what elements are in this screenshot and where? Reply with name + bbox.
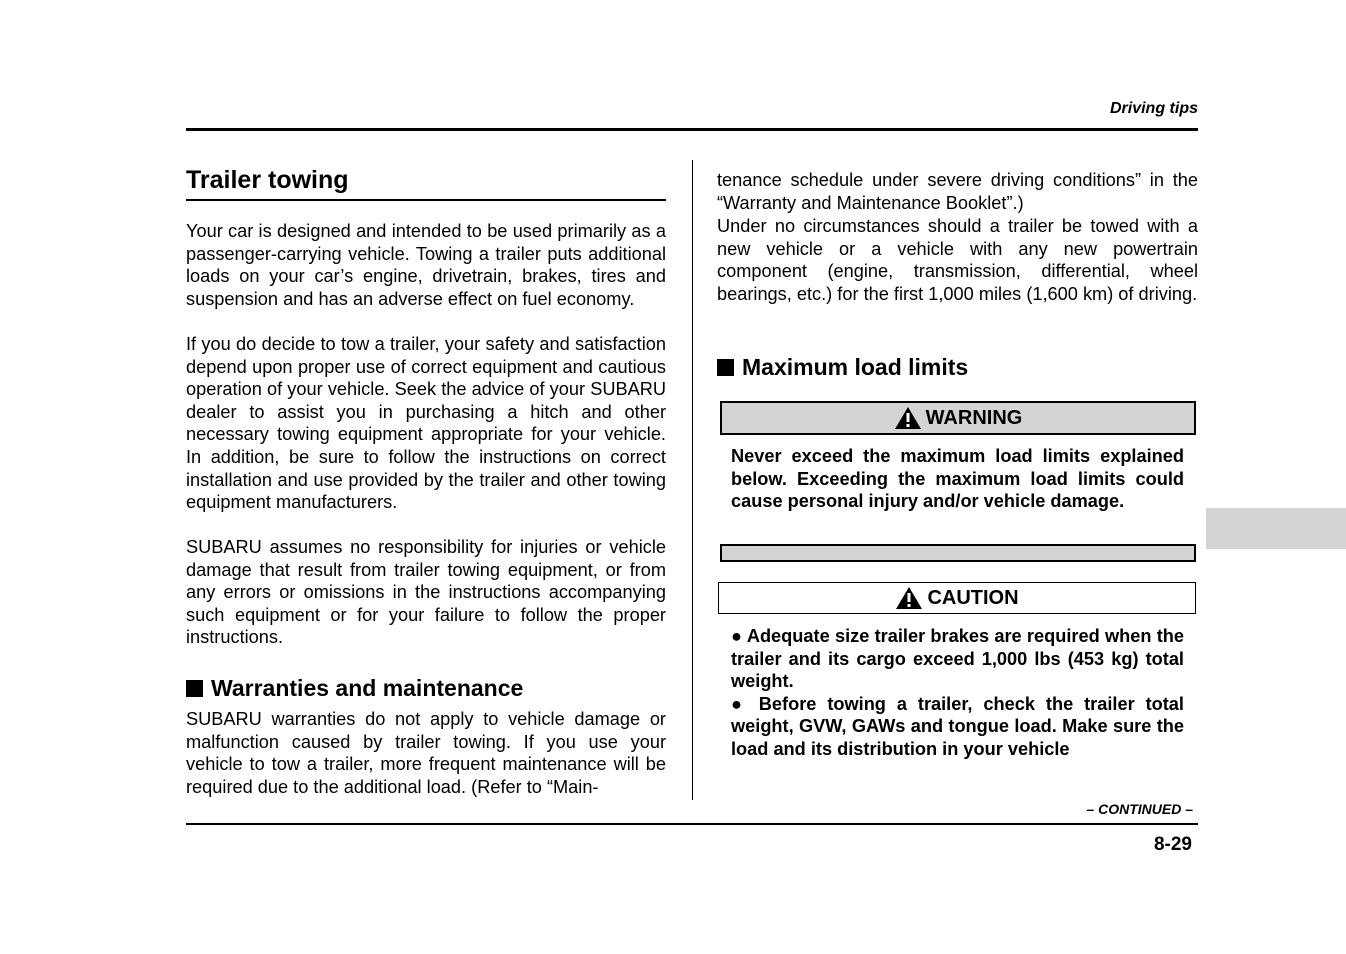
safety-paragraph: If you do decide to tow a trailer, your safety and satisfaction depend upon proper use of correct equipment and cautious operation of your vehicle. Seek the advice of your SUBARU dealer to assist you in purchasing a hitch and other necessary towing equipment appropriate for your vehicle. In addition, be sure to follow the instructions on correct installation and use provided by the trailer and other towing equipment manufacturers. [186,334,666,513]
running-header: Driving tips [1109,100,1198,117]
warning-text: Never exceed the maximum load limits explained below. Exceeding the maximum load limits could cause personal injury and/or vehicle damage. [731,446,1184,512]
bullet-dot-icon: ● [731,693,748,714]
warranties-heading [186,675,666,702]
bullet-dot-icon: ● [731,626,743,646]
page-number: 8-29 [1153,834,1192,855]
square-bullet-icon [186,680,203,697]
caution-header [718,582,1196,614]
column-divider [692,160,693,800]
footer-rule [186,823,1198,825]
caution-item-text: Before towing a trailer, check the trailer total weight, GVW, GAWs and tongue load. Make sure the load and its distribution in your vehicle [731,693,1184,759]
caution-triangle-icon [895,586,923,610]
caution-label: CAUTION [927,586,1019,609]
warning-triangle-icon [894,406,922,430]
square-bullet-icon [717,359,734,376]
caution-item [731,625,1184,693]
header-rule [186,128,1198,131]
new-vehicle-paragraph: Under no circumstances should a trailer be towed with a new vehicle or a vehicle with any new powertrain component (engine, transmission, differential, wheel bearings, etc.) for the first 1,000 miles (1,600 km) of driving. [717,216,1198,304]
max-load-heading-text: Maximum load limits [742,354,969,380]
continued-note: – CONTINUED – [1086,801,1193,817]
warning-footer-bar [720,544,1196,562]
warning-header [720,401,1196,435]
chapter-thumb-tab [1206,508,1346,549]
continuation-paragraph: tenance schedule under severe driving conditions” in the “Warranty and Maintenance Booklet”.) [717,170,1198,213]
caution-list [731,625,1184,761]
max-load-heading [717,354,1198,381]
responsibility-paragraph: SUBARU assumes no responsibility for injuries or vehicle damage that result from trailer towing equipment, or from any errors or omissions in the instructions accompanying such equipment or for your failure to follow the proper instructions. [186,537,666,648]
warranties-paragraph: SUBARU warranties do not apply to vehicle damage or malfunction caused by trailer towing. If you use your vehicle to tow a trailer, more frequent maintenance will be required due to the additional load. (Refer to “Main- [186,709,666,797]
intro-paragraph: Your car is designed and intended to be used primarily as a passenger-carrying vehicle. Towing a trailer puts additional loads on your car’s engine, drivetrain, brakes, tires and suspension and has an adverse effect on fuel economy. [186,221,666,309]
caution-item [731,693,1184,761]
caution-item-text: Adequate size trailer brakes are required when the trailer and its cargo exceed 1,000 lbs (453 kg) total weight. [731,626,1184,692]
warning-label: WARNING [925,406,1023,429]
page-title: Trailer towing [186,166,666,201]
warranties-heading-text: Warranties and maintenance [211,675,524,701]
